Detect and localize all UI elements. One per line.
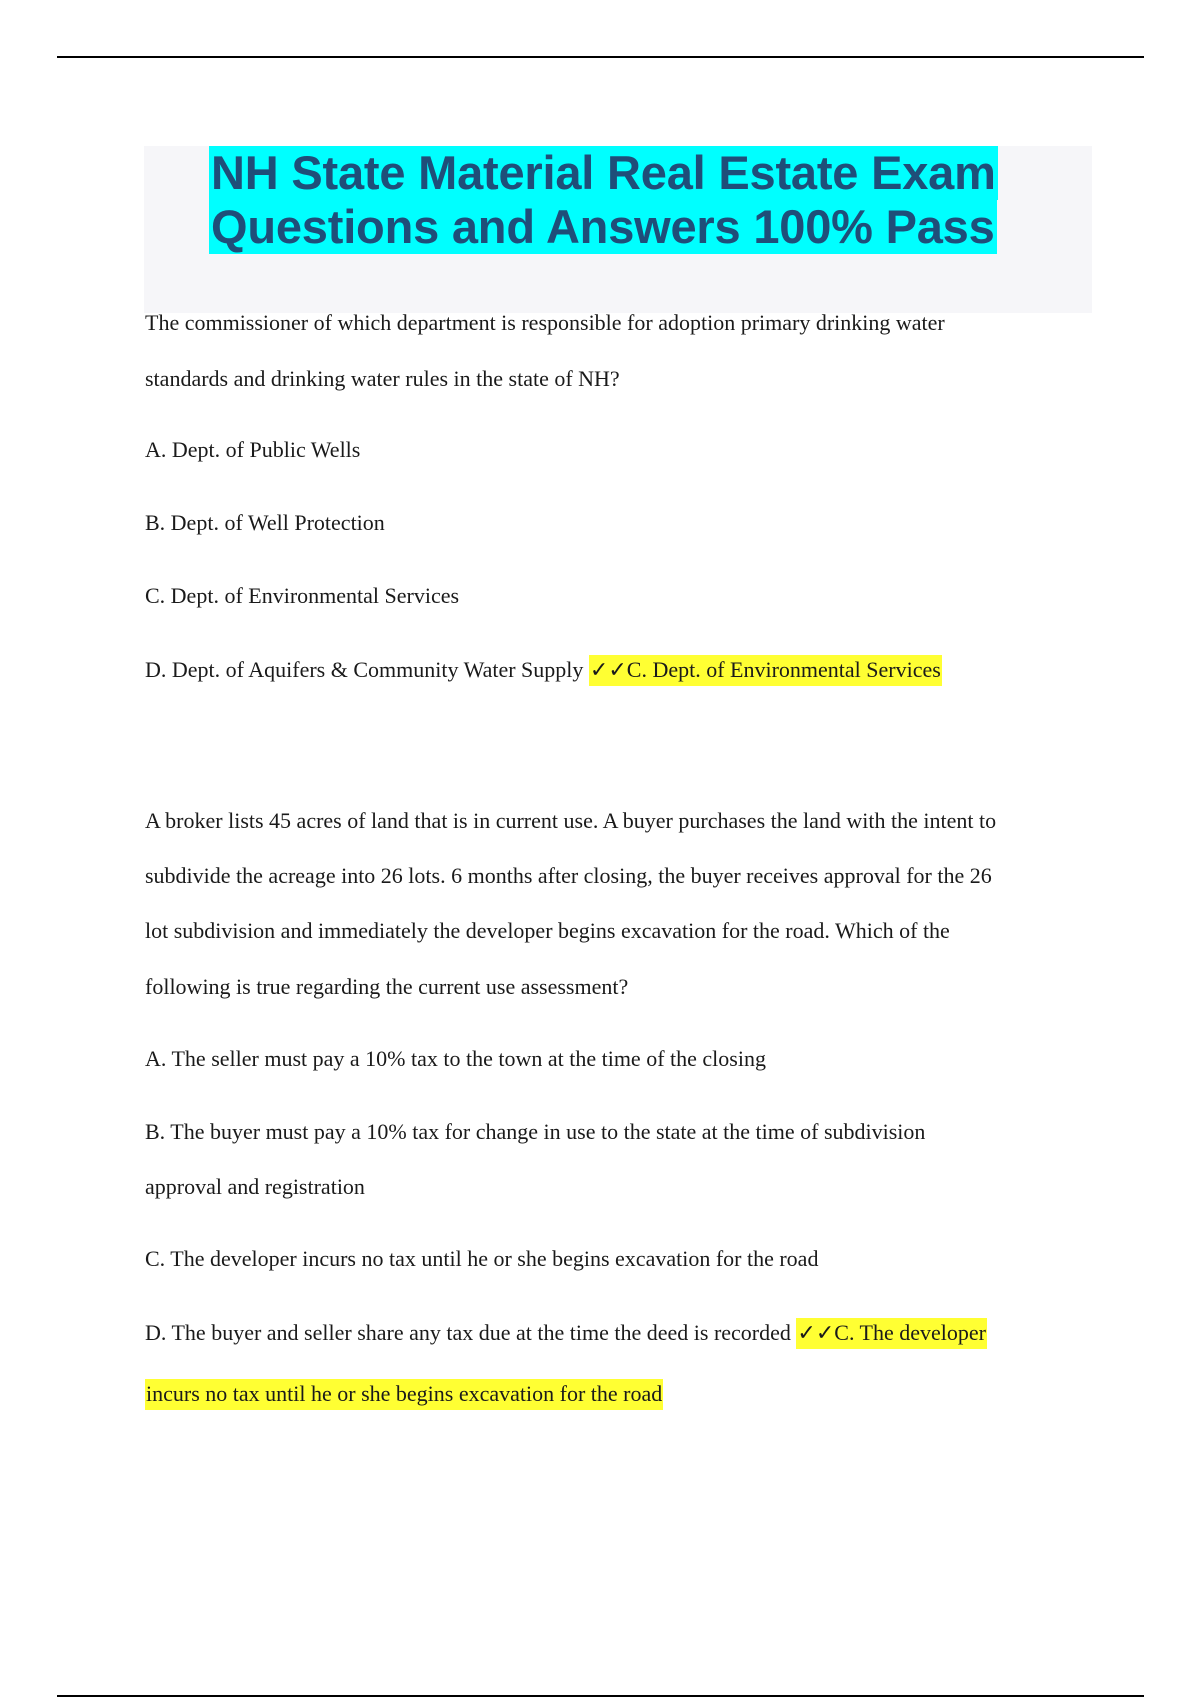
document-title — [209, 146, 1025, 254]
q2-stem-line-1: A broker lists 45 acres of land that is in current use. A buyer purchases the land with the intent to — [145, 808, 997, 833]
q2-answer-line-2 — [145, 1381, 663, 1407]
q2-stem-line-3: lot subdivision and immediately the developer begins excavation for the road. Which of the — [145, 918, 950, 943]
q2-answer-part-1: ✓✓C. The developer — [796, 1318, 987, 1349]
q2-option-a: A. The seller must pay a 10% tax to the town at the time of the closing — [145, 1046, 766, 1071]
q2-option-d-line — [145, 1320, 987, 1346]
top-rule — [57, 56, 1144, 58]
q2-option-b-line-2: approval and registration — [145, 1174, 365, 1199]
q1-answer: ✓✓C. Dept. of Environmental Services — [589, 655, 942, 686]
q1-option-d-line — [145, 657, 942, 683]
q1-stem-line-2: standards and drinking water rules in the state of NH? — [145, 366, 620, 391]
q2-option-d: D. The buyer and seller share any tax due at the time the deed is recorded — [145, 1320, 791, 1345]
q2-stem-line-4: following is true regarding the current use assessment? — [145, 974, 629, 999]
title-line-2: Questions and Answers 100% Pass — [211, 200, 995, 253]
q2-option-b-line-1: B. The buyer must pay a 10% tax for change in use to the state at the time of subdivision — [145, 1119, 926, 1144]
q2-stem-line-2: subdivide the acreage into 26 lots. 6 months after closing, the buyer receives approval for the 26 — [145, 863, 992, 888]
q1-option-b: B. Dept. of Well Protection — [145, 510, 385, 535]
q1-option-c: C. Dept. of Environmental Services — [145, 583, 460, 608]
title-line-1: NH State Material Real Estate Exam — [211, 146, 996, 199]
q2-option-c: C. The developer incurs no tax until he or she begins excavation for the road — [145, 1246, 819, 1271]
q1-option-d: D. Dept. of Aquifers & Community Water Supply — [145, 657, 584, 682]
q1-option-a: A. Dept. of Public Wells — [145, 437, 361, 462]
q2-answer-part-2: incurs no tax until he or she begins excavation for the road — [145, 1379, 663, 1410]
bottom-rule — [57, 1695, 1144, 1697]
q1-stem-line-1: The commissioner of which department is responsible for adoption primary drinking water — [145, 310, 945, 335]
